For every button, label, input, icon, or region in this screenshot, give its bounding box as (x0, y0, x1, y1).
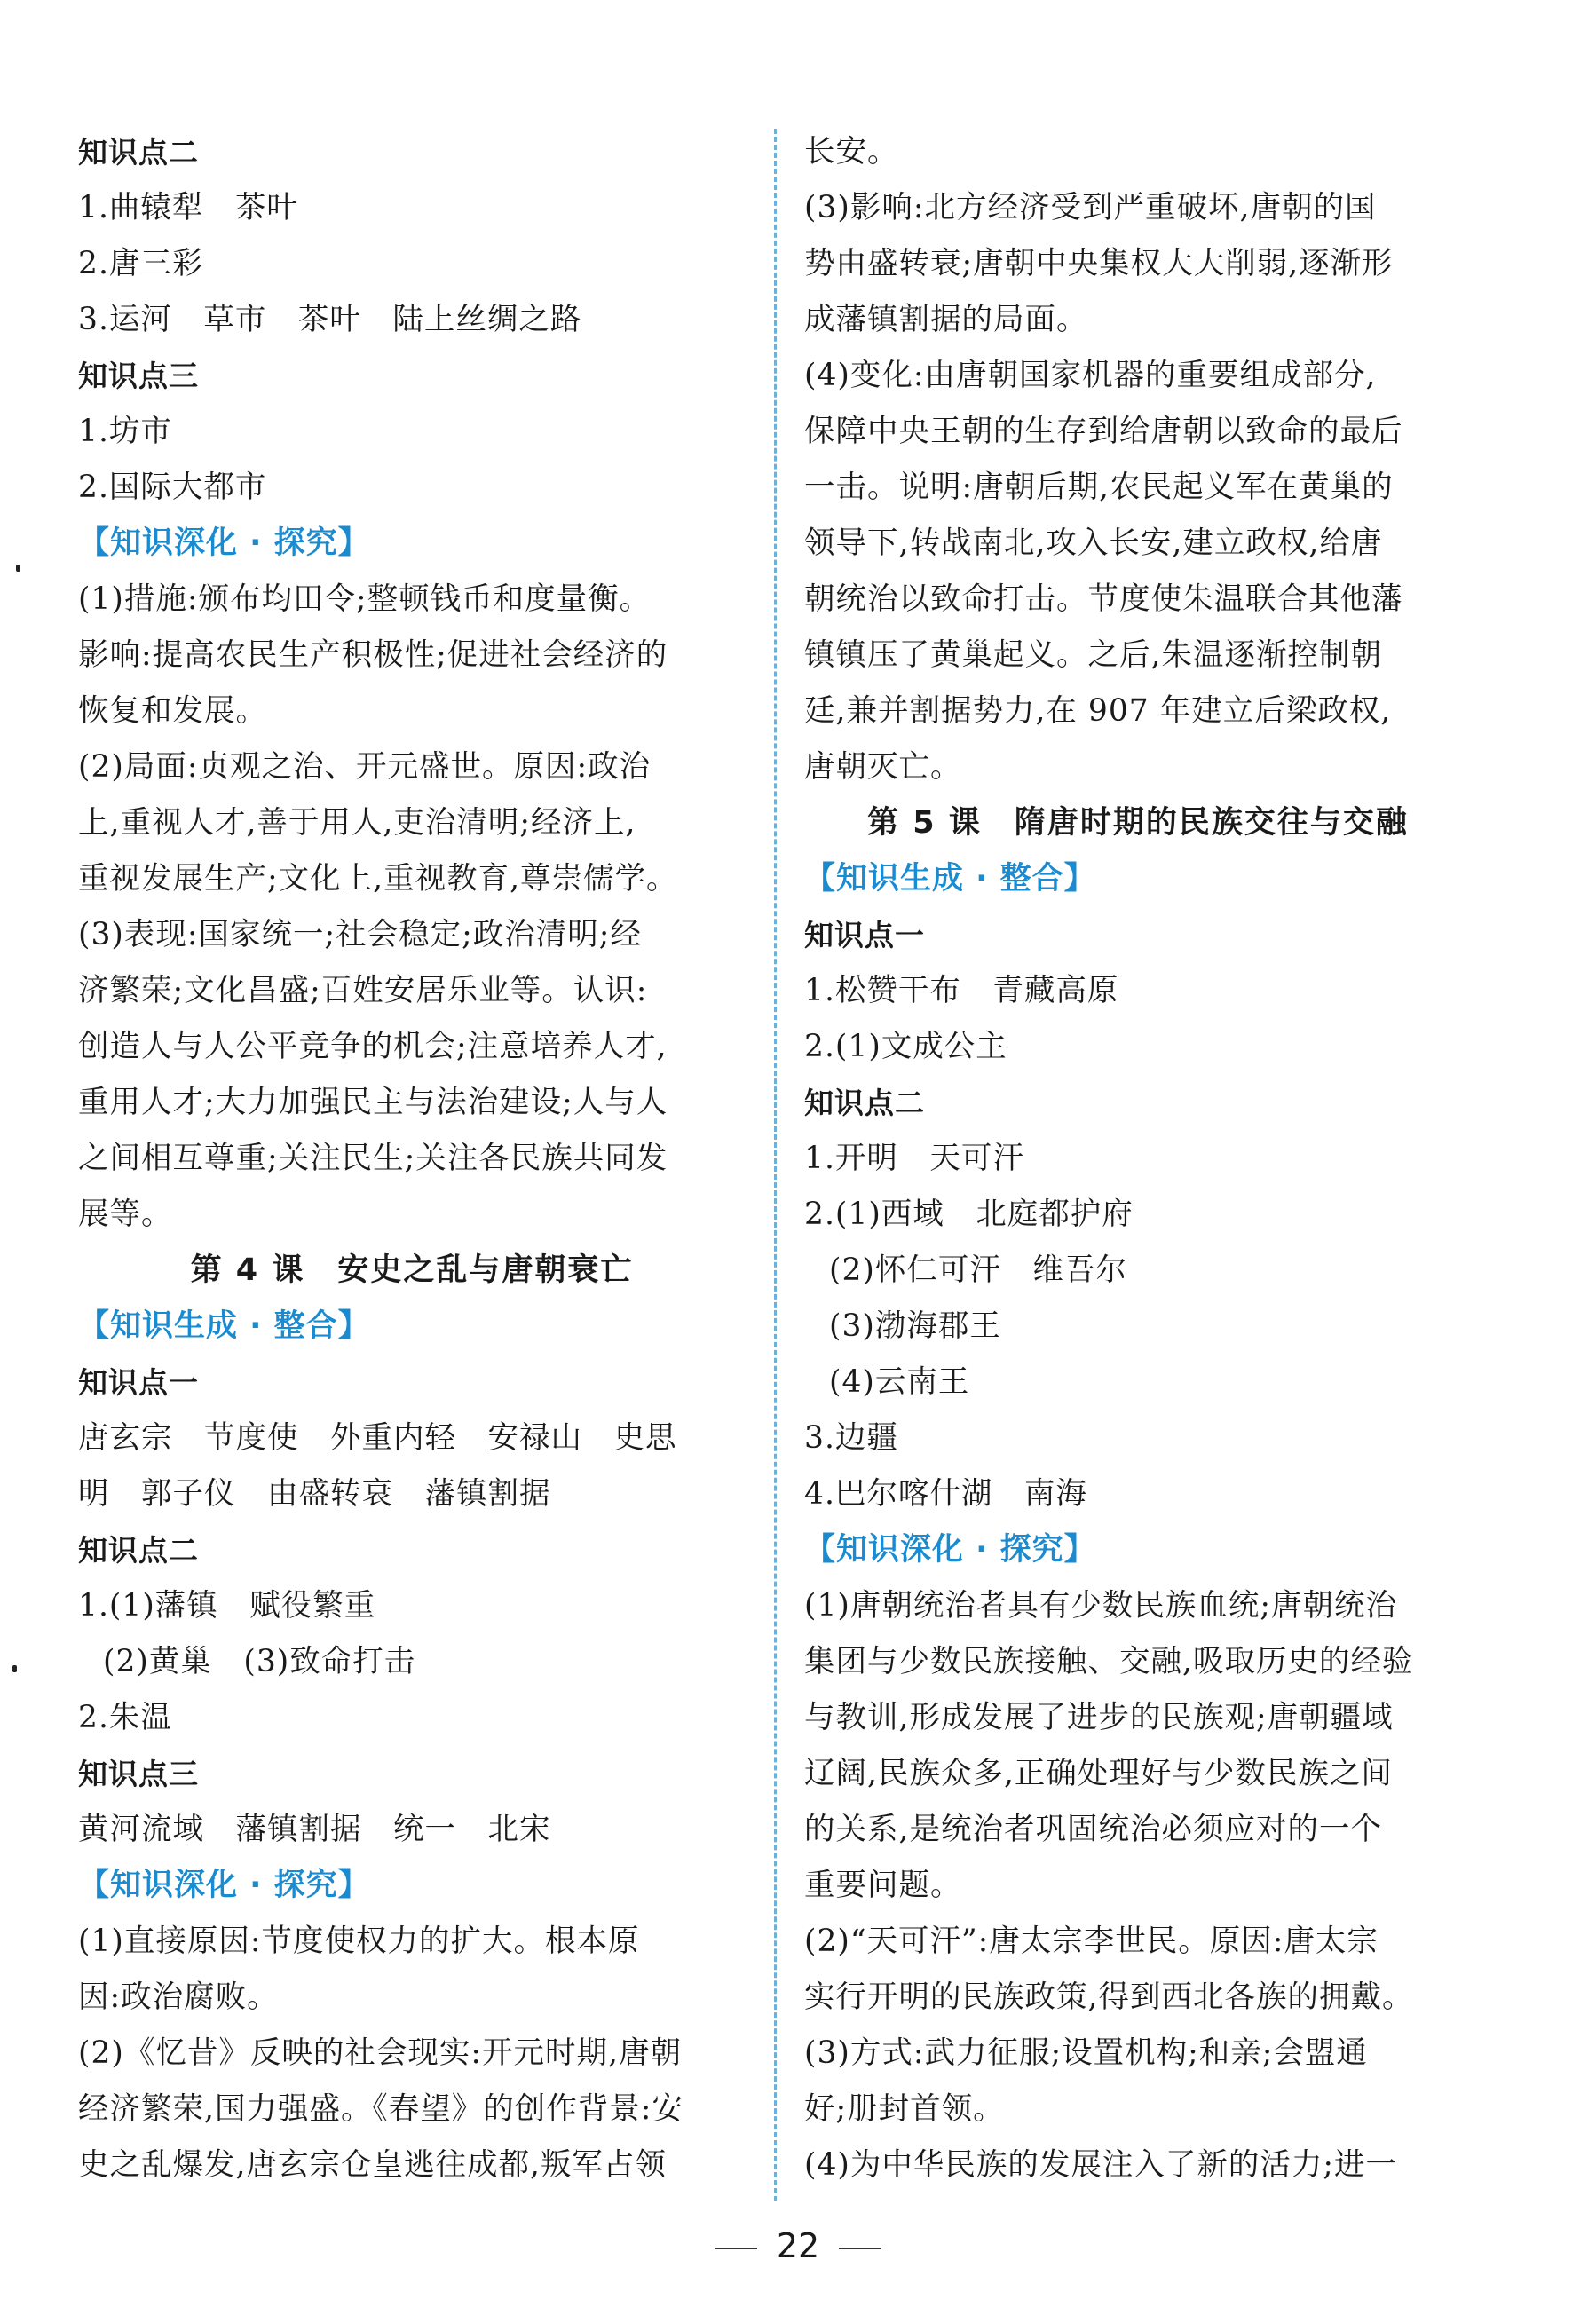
text-line: (3)影响:北方经济受到严重破坏,唐朝的国 (804, 190, 1377, 225)
text-line: 辽阔,民族众多,正确处理好与少数民族之间 (804, 1756, 1393, 1791)
text-line: 4.巴尔喀什湖 南海 (804, 1476, 1087, 1512)
text-line: 好;册封首领。 (804, 2091, 1005, 2127)
section-heading: 【知识深化 · 探究】 (78, 525, 370, 561)
scan-speck (16, 565, 20, 572)
text-line: 1.坊市 (78, 414, 172, 449)
text-line: 廷,兼并割据势力,在 907 年建立后梁政权, (804, 693, 1392, 729)
text-line: (2)“天可汗”:唐太宗李世民。原因:唐太宗 (804, 1924, 1379, 1959)
text-line: 成藩镇割据的局面。 (804, 302, 1088, 337)
page-number: 22 (776, 2226, 820, 2265)
scan-speck (12, 1665, 17, 1672)
text-line: 一击。说明:唐朝后期,农民起义军在黄巢的 (804, 470, 1394, 505)
text-line: 重视发展生产;文化上,重视教育,尊崇儒学。 (78, 861, 678, 897)
text-line: 上,重视人才,善于用人,吏治清明;经济上, (78, 805, 636, 841)
text-line: 领导下,转战南北,攻入长安,建立政权,给唐 (804, 525, 1383, 561)
text-line: 之间相互尊重;关注民生;关注各民族共同发 (78, 1141, 668, 1176)
text-line: 明 郭子仪 由盛转衰 藩镇割据 (78, 1476, 551, 1512)
knowledge-point-heading: 知识点一 (78, 1365, 199, 1400)
knowledge-point-heading: 知识点三 (78, 1757, 199, 1791)
section-heading: 【知识生成 · 整合】 (804, 861, 1096, 897)
knowledge-point-heading: 知识点一 (804, 918, 925, 952)
text-line: 3.运河 草市 茶叶 陆上丝绸之路 (78, 302, 582, 337)
text-line: 朝统治以致命打击。节度使朱温联合其他藩 (804, 581, 1403, 617)
section-heading: 【知识生成 · 整合】 (78, 1308, 370, 1344)
text-line: 2.(1)西域 北庭都护府 (804, 1197, 1134, 1232)
indented-line: (2)怀仁可汗 维吾尔 (829, 1252, 1127, 1288)
text-line: 1.(1)藩镇 赋役繁重 (78, 1588, 376, 1624)
footer-dash-left (715, 2248, 757, 2249)
text-line: 展等。 (78, 1197, 173, 1232)
text-line: 1.松赞干布 青藏高原 (804, 973, 1119, 1008)
section-heading: 【知识深化 · 探究】 (804, 1532, 1096, 1568)
text-line: 集团与少数民族接触、交融,吸取历史的经验 (804, 1644, 1414, 1679)
text-line: 重用人才;大力加强民主与法治建设;人与人 (78, 1085, 668, 1120)
column-divider (774, 129, 777, 2201)
text-line: (1)措施:颁布均田令;整顿钱币和度量衡。 (78, 581, 652, 617)
text-line: 创造人与人公平竞争的机会;注意培养人才, (78, 1029, 668, 1064)
right-column (804, 124, 1472, 2193)
text-line: 镇镇压了黄巢起义。之后,朱温逐渐控制朝 (804, 637, 1382, 673)
text-line: 济繁荣;文化昌盛;百姓安居乐业等。认识: (78, 973, 648, 1008)
text-line: 经济繁荣,国力强盛。《春望》的创作背景:安 (78, 2091, 683, 2127)
text-line: 史之乱爆发,唐玄宗仓皇逃往成都,叛军占领 (78, 2147, 667, 2183)
text-line: 影响:提高农民生产积极性;促进社会经济的 (78, 637, 668, 673)
text-line: (1)直接原因:节度使权力的扩大。根本原 (78, 1924, 640, 1959)
text-line: 2.朱温 (78, 1700, 172, 1735)
knowledge-point-heading: 知识点二 (804, 1086, 925, 1120)
text-line: 重要问题。 (804, 1868, 962, 1903)
text-line: 2.唐三彩 (78, 246, 204, 281)
text-line: 1.曲辕犁 茶叶 (78, 190, 298, 225)
text-line: (4)变化:由唐朝国家机器的重要组成部分, (804, 358, 1377, 393)
text-line: 恢复和发展。 (78, 693, 267, 729)
text-line: 唐玄宗 节度使 外重内轻 安禄山 史思 (78, 1420, 677, 1456)
text-line: (1)唐朝统治者具有少数民族血统;唐朝统治 (804, 1588, 1397, 1624)
text-line: 保障中央王朝的生存到给唐朝以致命的最后 (804, 414, 1403, 449)
lesson-title: 第 4 课 安史之乱与唐朝衰亡 (190, 1252, 634, 1288)
section-heading: 【知识深化 · 探究】 (78, 1868, 370, 1903)
text-line: 2.(1)文成公主 (804, 1029, 1007, 1064)
text-line: 唐朝灭亡。 (804, 749, 962, 785)
text-line: 与教训,形成发展了进步的民族观;唐朝疆域 (804, 1700, 1394, 1735)
knowledge-point-heading: 知识点二 (78, 1533, 199, 1568)
text-line: 势由盛转衰;唐朝中央集权大大削弱,逐渐形 (804, 246, 1394, 281)
text-line: 3.边疆 (804, 1420, 898, 1456)
footer-dash-right (839, 2248, 881, 2249)
page-footer (0, 2219, 1596, 2272)
text-line: (4)为中华民族的发展注入了新的活力;进一 (804, 2147, 1397, 2183)
text-line: 长安。 (804, 134, 899, 170)
text-line: (3)方式:武力征服;设置机构;和亲;会盟通 (804, 2035, 1368, 2071)
indented-line: (4)云南王 (829, 1364, 970, 1400)
text-line: 黄河流域 藩镇割据 统一 北宋 (78, 1812, 551, 1847)
text-line: (3)表现:国家统一;社会稳定;政治清明;经 (78, 917, 642, 952)
text-line: 2.国际大都市 (78, 470, 267, 505)
text-line: (2)局面:贞观之治、开元盛世。原因:政治 (78, 749, 652, 785)
indented-line: (2)黄巢 (3)致命打击 (103, 1644, 416, 1679)
indented-line: (3)渤海郡王 (829, 1308, 1001, 1344)
text-line: 1.开明 天可汗 (804, 1141, 1024, 1176)
left-column (78, 124, 746, 2193)
knowledge-point-heading: 知识点三 (78, 359, 199, 393)
text-line: 实行开明的民族政策,得到西北各族的拥戴。 (804, 1979, 1414, 2015)
lesson-title: 第 5 课 隋唐时期的民族交往与交融 (867, 805, 1409, 841)
text-line: 的关系,是统治者巩固统治必须应对的一个 (804, 1812, 1382, 1847)
text-line: (2)《忆昔》反映的社会现实:开元时期,唐朝 (78, 2035, 682, 2071)
text-line: 因:政治腐败。 (78, 1979, 279, 2015)
knowledge-point-heading: 知识点二 (78, 135, 199, 170)
